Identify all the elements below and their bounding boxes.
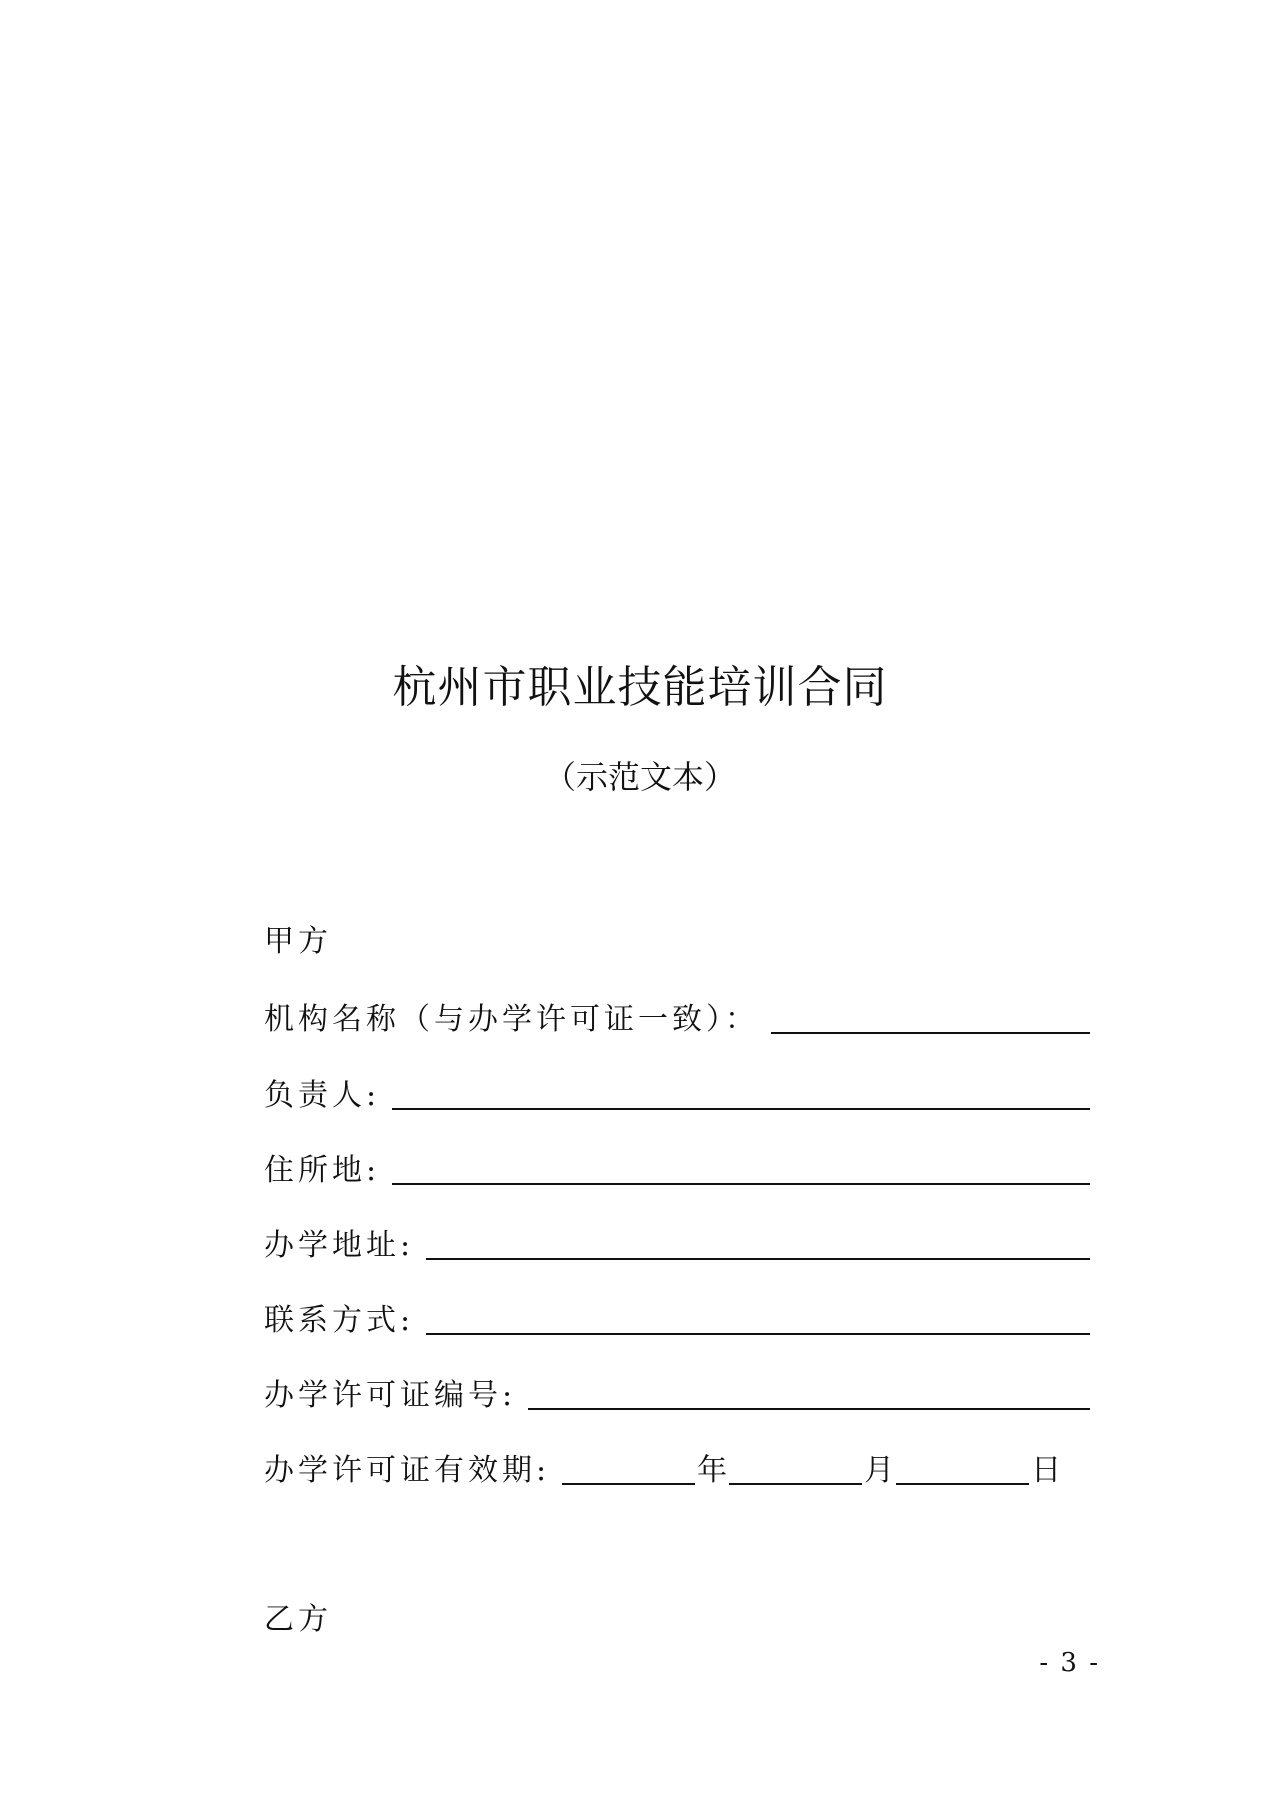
validity-day-blank[interactable] — [896, 1483, 1029, 1485]
contract-title: 杭州市职业技能培训合同 — [392, 662, 888, 713]
school-address-blank[interactable] — [426, 1258, 1090, 1260]
field-license-number — [264, 1372, 1090, 1416]
field-contact — [264, 1297, 1090, 1341]
contract-subtitle: （示范文本） — [543, 758, 736, 796]
field-label: 办学许可证编号: — [264, 1378, 517, 1413]
contact-blank[interactable] — [426, 1333, 1090, 1335]
field-label: 机构名称（与办学许可证一致）： — [264, 1002, 759, 1037]
field-domicile — [264, 1147, 1090, 1191]
year-unit: 年 — [697, 1453, 728, 1488]
field-label: 办学地址: — [264, 1228, 415, 1263]
field-label: 负责人: — [264, 1078, 381, 1113]
validity-month-blank[interactable] — [729, 1483, 862, 1485]
field-institution-name — [264, 996, 1090, 1040]
page-number: - 3 - — [1039, 1648, 1100, 1678]
license-number-blank[interactable] — [528, 1408, 1090, 1410]
field-school-address — [264, 1222, 1090, 1266]
validity-year-blank[interactable] — [562, 1483, 695, 1485]
field-license-validity — [264, 1447, 1090, 1491]
domicile-blank[interactable] — [392, 1183, 1090, 1185]
party-b-heading: 乙方 — [264, 1602, 332, 1637]
field-label: 办学许可证有效期: — [264, 1453, 551, 1488]
day-unit: 日 — [1031, 1453, 1062, 1488]
month-unit: 月 — [864, 1453, 895, 1488]
field-label: 住所地: — [264, 1153, 381, 1188]
responsible-person-blank[interactable] — [392, 1108, 1090, 1110]
field-label: 联系方式: — [264, 1303, 415, 1338]
institution-name-blank[interactable] — [771, 1032, 1090, 1034]
party-a-heading: 甲方 — [264, 924, 332, 959]
field-responsible-person — [264, 1072, 1090, 1116]
